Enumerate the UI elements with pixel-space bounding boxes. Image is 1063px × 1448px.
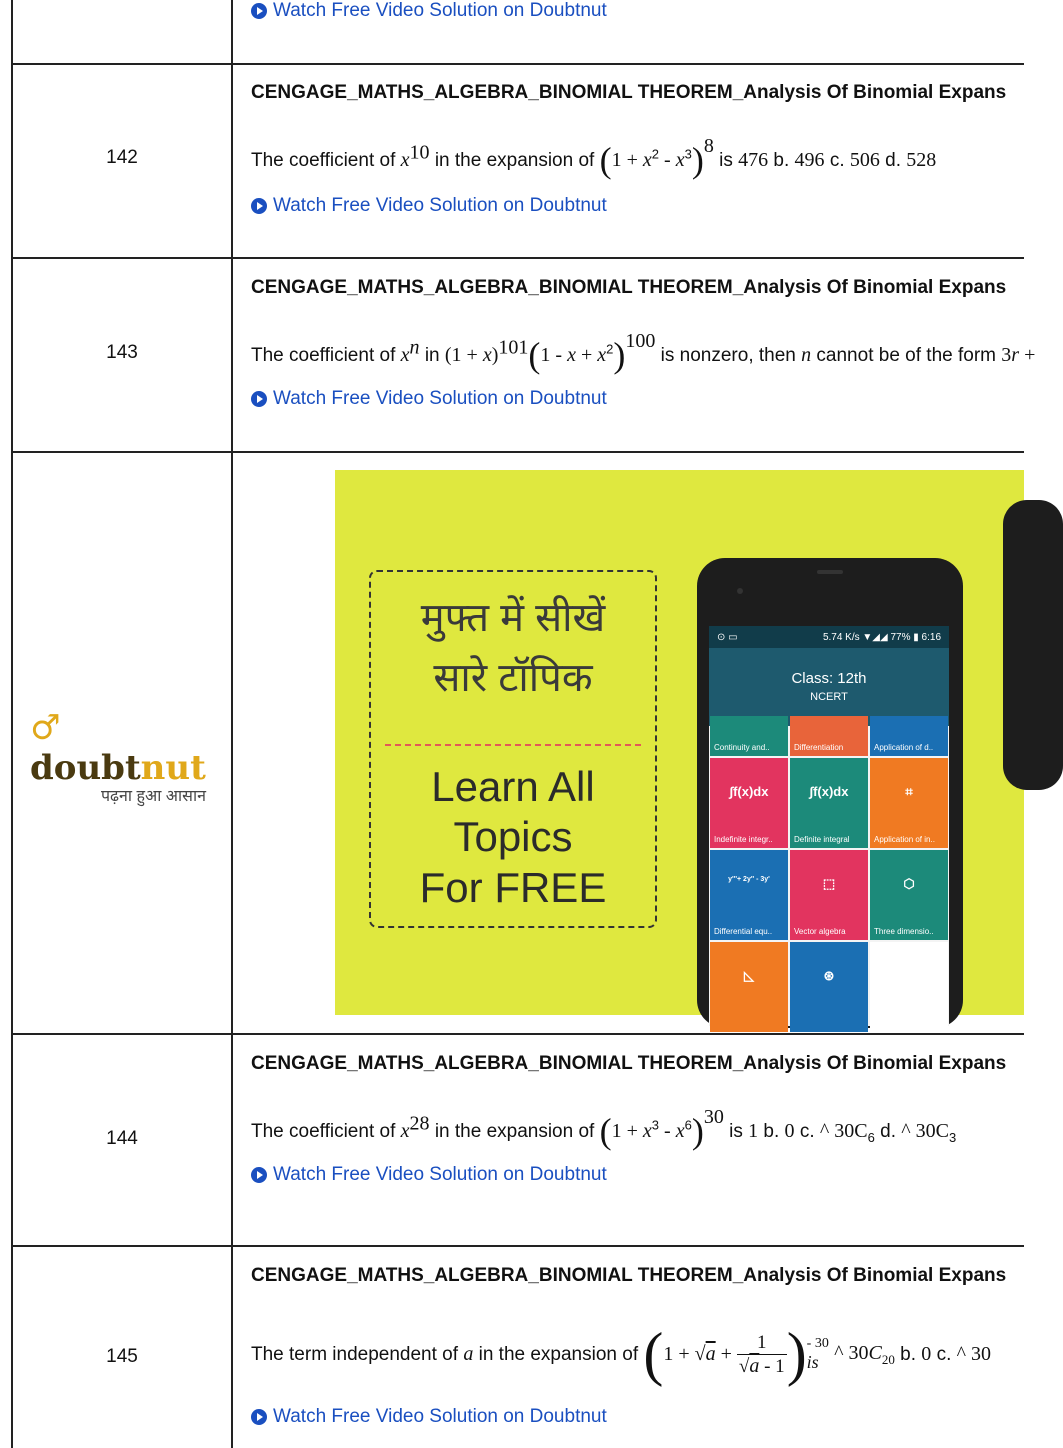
row-divider [11,63,1024,65]
topic-tile: ∫f(x)dx Definite integral [790,758,868,848]
question-number: 145 [106,1346,138,1367]
question-number: 143 [106,342,138,363]
play-icon [251,198,267,214]
row-141-content [251,0,1024,40]
row-divider [11,257,1024,259]
topic-tile: Continuity and.. [710,716,788,756]
watch-video-link[interactable]: Watch Free Video Solution on Doubtnut [251,195,607,217]
question-143 [251,270,1036,450]
play-icon [251,3,267,19]
play-icon [251,391,267,407]
question-text: The term independent of a in the expansion of ( 1 + √ a + $\frac{1}{√a - 1}$ ) - 30 is ^ $30C_{20}$ b. 0 c. ^ 30 [251,1321,992,1387]
topic-grid [709,716,949,1032]
play-icon [251,1167,267,1183]
question-144 [251,1046,1024,1241]
question-142 [251,75,1024,255]
venn-icon: ⊛ [823,968,835,983]
topic-title: CENGAGE_MATHS_ALGEBRA_BINOMIAL THEOREM_Analysis Of Binomial Expans [251,1265,1007,1286]
topic-tile: ∫f(x)dx Indefinite integr.. [710,758,788,848]
watch-video-link[interactable]: Watch Free Video Solution on Doubtnut [251,0,607,22]
topic-tile: ⬡ Three dimensio.. [870,850,948,940]
phone-screen: ⊙ ▭ 5.74 K/s ▼◢◢ 77% ▮ 6:16 Class: 12th NCERT Continuity and.. Differentiation Application of d.. ∫f(x)dx Indefinite integr.. ∫f(x)dx Definite integral ⌗ Application of in.. y'''+ 2y'' - 3y' Differential equ.. ⬚ Vector algebra ⬡ Three dimensio.. ◺ ⊛ [709,626,949,1026]
question-number: 142 [106,147,138,168]
watch-video-link[interactable]: Watch Free Video Solution on Doubtnut [251,388,607,410]
dashed-divider [385,744,641,746]
doubtnut-logo: ♂ doubtnut पढ़ना हुआ आसान [30,708,206,805]
question-text: The coefficient of $x^{28}$ in the expansion of $(1 + x^3 - x^6)^{30}$ is 1 b. 0 c. ^ $30C_6$ d. ^ $30C_3$ [251,1106,957,1151]
topic-tile: ⌗ Application of in.. [870,758,948,848]
vector-icon: ⬚ [822,876,836,891]
phone-mockup [697,558,963,1028]
play-icon [251,1409,267,1425]
column-divider [231,0,233,1448]
row-divider [11,1033,1024,1035]
triangle-icon: ◺ [744,968,754,983]
topic-tile: Differentiation [790,716,868,756]
topic-tile: Application of d.. [870,716,948,756]
watch-video-link[interactable]: Watch Free Video Solution on Doubtnut [251,1406,607,1428]
question-145 [251,1258,1024,1448]
topic-title: CENGAGE_MATHS_ALGEBRA_BINOMIAL THEOREM_Analysis Of Binomial Expans [251,82,1007,103]
graph-icon: ⌗ [905,784,913,799]
logo-icon: ♂ [30,708,61,748]
question-text: The coefficient of $x^n$ in $(1 + x)^{101}(1 - x + x^2)^{100}$ is nonzero, then n cannot be of the form 3r + [251,330,1036,375]
row-divider [11,1245,1024,1247]
topic-tile [870,942,948,1032]
left-border [11,0,13,1448]
watch-video-link[interactable]: Watch Free Video Solution on Doubtnut [251,1164,607,1186]
promo-text-box: मुफ्त में सीखें सारे टॉपिक Learn All Topics For FREE [369,570,657,928]
cube-icon: ⬡ [903,876,915,891]
topic-tile: y'''+ 2y'' - 3y' Differential equ.. [710,850,788,940]
topic-title: CENGAGE_MATHS_ALGEBRA_BINOMIAL THEOREM_Analysis Of Binomial Expans [251,1053,1007,1074]
topic-tile [790,942,868,1032]
question-text: The coefficient of $x^{10}$ in the expansion of $(1 + x^2 - x^3)^8$ is 476 b. 496 c. 506 d. 528 [251,135,937,180]
promo-banner[interactable] [335,470,1024,1015]
phone-mockup-secondary [1003,500,1063,790]
row-divider [11,451,1024,453]
question-number: 144 [106,1128,138,1149]
topic-title: CENGAGE_MATHS_ALGEBRA_BINOMIAL THEOREM_Analysis Of Binomial Expans [251,277,1007,298]
topic-tile: ⬚ Vector algebra [790,850,868,940]
topic-tile [710,942,788,1032]
